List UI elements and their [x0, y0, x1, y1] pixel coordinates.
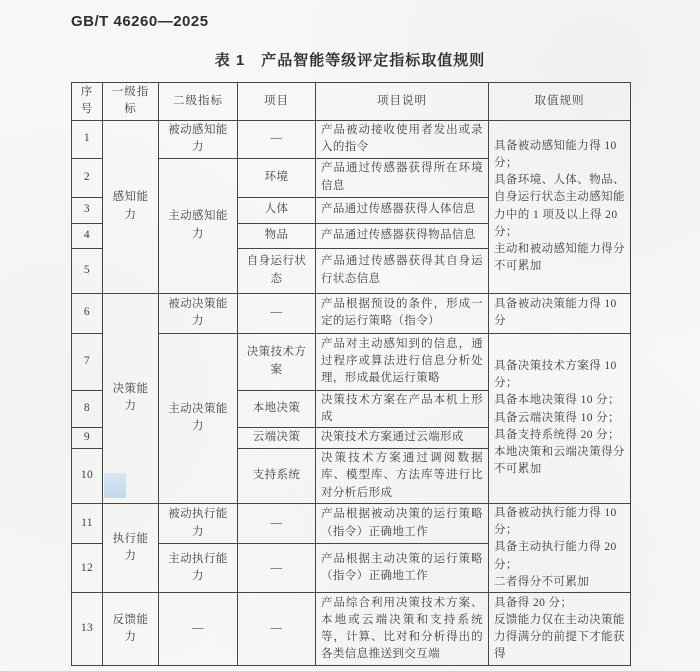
rule-line: 反馈能力仅在主动决策能力得满分的前提下才能获得	[494, 613, 625, 661]
rule-line: 具备得 20 分；	[494, 596, 573, 609]
standard-number: GB/T 46260—2025	[71, 13, 209, 30]
row-number-cell: 10	[72, 449, 103, 504]
item-description-cell: 决策技术方案在产品本机上形成	[316, 390, 489, 428]
item-description-cell: 产品通过传感器获得所在环境信息	[316, 158, 489, 197]
level2-indicator-cell: 主动决策能力	[159, 333, 238, 503]
rule-line: 具备被动执行能力得 10 分；	[494, 506, 617, 536]
col-header-level1: 一级指标	[103, 83, 159, 121]
rule-line: 具备主动执行能力得 20 分；	[494, 541, 617, 571]
rule-line: 具备支持系统得 20 分；	[494, 428, 620, 441]
col-header-level2: 二级指标	[159, 83, 238, 121]
row-number-cell: 8	[72, 390, 103, 428]
item-cell: 决策技术方案	[238, 333, 316, 390]
rules-table	[71, 82, 631, 666]
col-header-item: 项目	[238, 83, 316, 121]
item-cell: 物品	[238, 223, 316, 248]
item-cell: —	[238, 593, 316, 666]
level1-indicator-cell: 感知能力	[103, 120, 159, 293]
rule-line: 具备本地决策得 10 分；	[494, 394, 620, 407]
level2-indicator-cell: 主动感知能力	[159, 158, 238, 293]
value-rule-cell	[489, 333, 631, 503]
row-number-cell: 1	[72, 120, 103, 158]
item-cell: —	[238, 544, 316, 593]
item-cell: 人体	[238, 197, 316, 223]
rule-line: 具备被动感知能力得 10 分；	[494, 139, 617, 169]
item-cell: —	[238, 120, 316, 158]
item-cell: 支持系统	[238, 449, 316, 504]
item-cell: —	[238, 293, 316, 333]
item-cell: 云端决策	[238, 428, 316, 449]
item-cell: 自身运行状态	[238, 248, 316, 293]
rule-line: 具备环境、人体、物品、自身运行状态主动感知能力中的 1 项及以上得 20 分；	[494, 174, 625, 238]
item-description-cell: 产品通过传感器获得其自身运行状态信息	[316, 248, 489, 293]
value-rule-cell	[489, 503, 631, 592]
item-description-cell: 决策技术方案通过云端形成	[316, 428, 489, 449]
row-number-cell: 6	[72, 293, 103, 333]
row-number-cell: 9	[72, 428, 103, 449]
value-rule-cell	[489, 593, 631, 666]
table-row	[72, 120, 631, 158]
level1-indicator-cell: 执行能力	[103, 503, 159, 592]
item-description-cell: 产品通过传感器获得物品信息	[316, 223, 489, 248]
table-row	[72, 593, 631, 666]
item-description-cell: 产品被动接收使用者发出或录入的指令	[316, 120, 489, 158]
level2-indicator-cell: 被动执行能力	[159, 503, 238, 544]
row-number-cell: 11	[72, 503, 103, 544]
watermark	[104, 473, 126, 498]
level2-indicator-cell: 被动感知能力	[159, 120, 238, 158]
item-description-cell: 产品根据被动决策的运行策略（指令）正确地工作	[316, 503, 489, 544]
row-number-cell: 3	[72, 197, 103, 223]
col-header-seq: 序号	[72, 83, 103, 121]
rule-line: 主动和被动感知能力得分不可累加	[494, 243, 625, 273]
item-description-cell: 产品综合利用决策技术方案、本地或云端决策和支持系统等，计算、比对和分析得出的各类信息推送到交互端	[316, 593, 489, 666]
rule-line: 具备云端决策得 10 分；	[494, 411, 620, 424]
table-caption: 表 1 产品智能等级评定指标取值规则	[214, 52, 486, 69]
item-description-cell: 决策技术方案通过调阅数据库、模型库、方法库等进行比对分析后形成	[316, 449, 489, 504]
row-number-cell: 13	[72, 593, 103, 666]
col-header-desc: 项目说明	[316, 83, 489, 121]
level2-indicator-cell: 主动执行能力	[159, 544, 238, 593]
rule-line: 本地决策和云端决策得分不可累加	[494, 446, 625, 476]
rule-line: 具备决策技术方案得 10 分；	[494, 359, 617, 389]
row-number-cell: 7	[72, 333, 103, 390]
header-row	[72, 83, 631, 121]
level1-indicator-cell: 反馈能力	[103, 593, 159, 666]
item-description-cell: 产品对主动感知到的信息，通过程序或算法进行信息分析处理，形成最优运行策略	[316, 333, 489, 390]
rule-line: 二者得分不可累加	[494, 575, 590, 588]
item-cell: 本地决策	[238, 390, 316, 428]
value-rule-cell	[489, 120, 631, 293]
item-cell: 环境	[238, 158, 316, 197]
row-number-cell: 5	[72, 248, 103, 293]
rule-line: 具备被动决策能力得 10 分	[494, 297, 617, 327]
table-row	[72, 293, 631, 333]
row-number-cell: 12	[72, 544, 103, 593]
item-description-cell: 产品根据主动决策的运行策略（指令）正确地工作	[316, 544, 489, 593]
level2-indicator-cell: —	[159, 593, 238, 666]
level2-indicator-cell: 被动决策能力	[159, 293, 238, 333]
item-description-cell: 产品根据预设的条件，形成一定的运行策略（指令）	[316, 293, 489, 333]
row-number-cell: 2	[72, 158, 103, 197]
level1-indicator-cell: 决策能力	[103, 293, 159, 503]
item-cell: —	[238, 503, 316, 544]
item-description-cell: 产品通过传感器获得人体信息	[316, 197, 489, 223]
row-number-cell: 4	[72, 223, 103, 248]
value-rule-cell	[489, 293, 631, 333]
col-header-rule: 取值规则	[489, 83, 631, 121]
table-row	[72, 503, 631, 544]
